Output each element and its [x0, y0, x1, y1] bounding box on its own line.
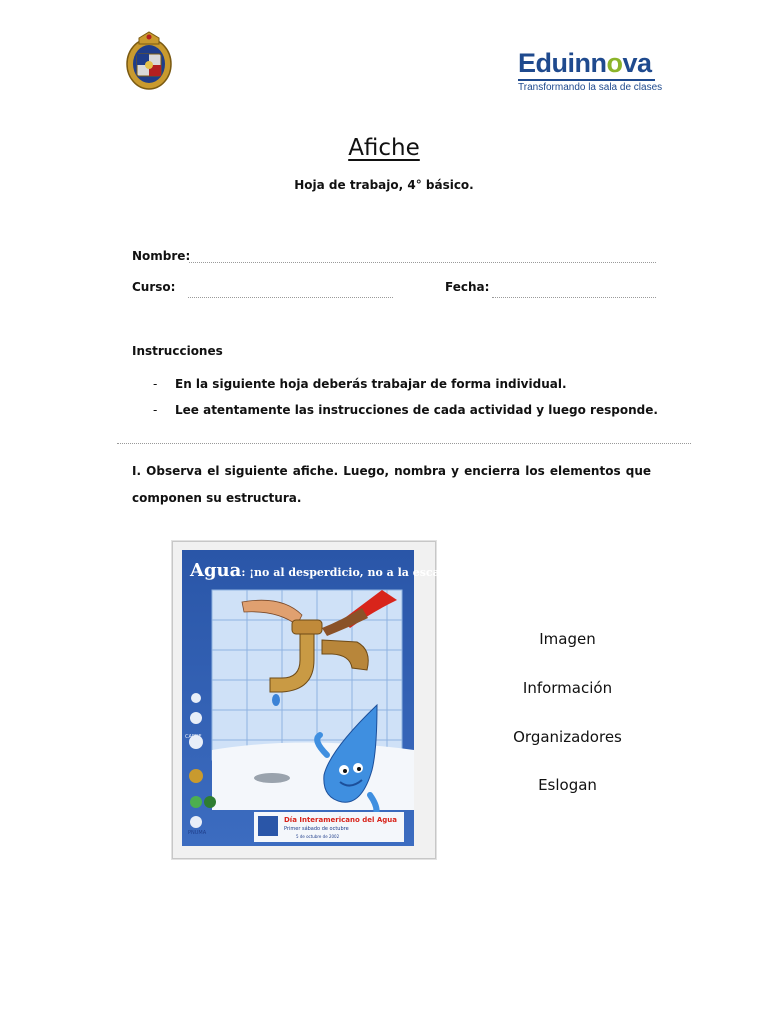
name-field[interactable] — [189, 262, 656, 263]
poster-side-label: PNUMA — [188, 830, 207, 836]
instruction-item: - En la siguiente hoja deberás trabajar de forma individual. — [153, 377, 567, 391]
word-imagen: Imagen — [539, 630, 596, 648]
section-divider — [117, 443, 691, 444]
poster-footer-title: Día Interamericano del Agua — [284, 816, 397, 824]
poster-headline: Agua: ¡no al desperdicio, no a la escasez ! — [190, 560, 468, 581]
word-informacion: Información — [522, 679, 613, 697]
university-crest-logo — [125, 30, 173, 92]
eduinnova-logo — [518, 48, 663, 93]
date-label: Fecha: — [445, 280, 490, 294]
instructions-heading: Instrucciones — [132, 344, 223, 358]
page-subtitle: Hoja de trabajo, 4° básico. — [294, 178, 474, 192]
instruction-item: - Lee atentamente las instrucciones de cada actividad y luego responde. — [153, 403, 658, 417]
word-organizadores: Organizadores — [513, 728, 622, 746]
logo-rule — [518, 79, 655, 81]
word-eslogan: Eslogan — [538, 776, 597, 794]
course-label: Curso: — [132, 280, 176, 294]
course-field[interactable] — [188, 297, 393, 298]
poster-footer-date: 5 de octubre de 2002 — [296, 834, 340, 839]
date-field[interactable] — [492, 297, 656, 298]
logo-wordmark: Eduinnova — [518, 48, 652, 78]
page-title: Afiche — [348, 135, 420, 161]
name-label: Nombre: — [132, 249, 191, 263]
question-1-text: I. Observa el siguiente afiche. Luego, nombra y encierra los elementos que componen su estructura. — [132, 464, 651, 505]
poster-side-label: CAPRE — [185, 734, 202, 740]
water-poster-image — [182, 550, 468, 846]
logo-tagline: Transformando la sala de clases — [518, 82, 663, 93]
poster-footer-sub: Primer sábado de octubre — [284, 826, 349, 832]
